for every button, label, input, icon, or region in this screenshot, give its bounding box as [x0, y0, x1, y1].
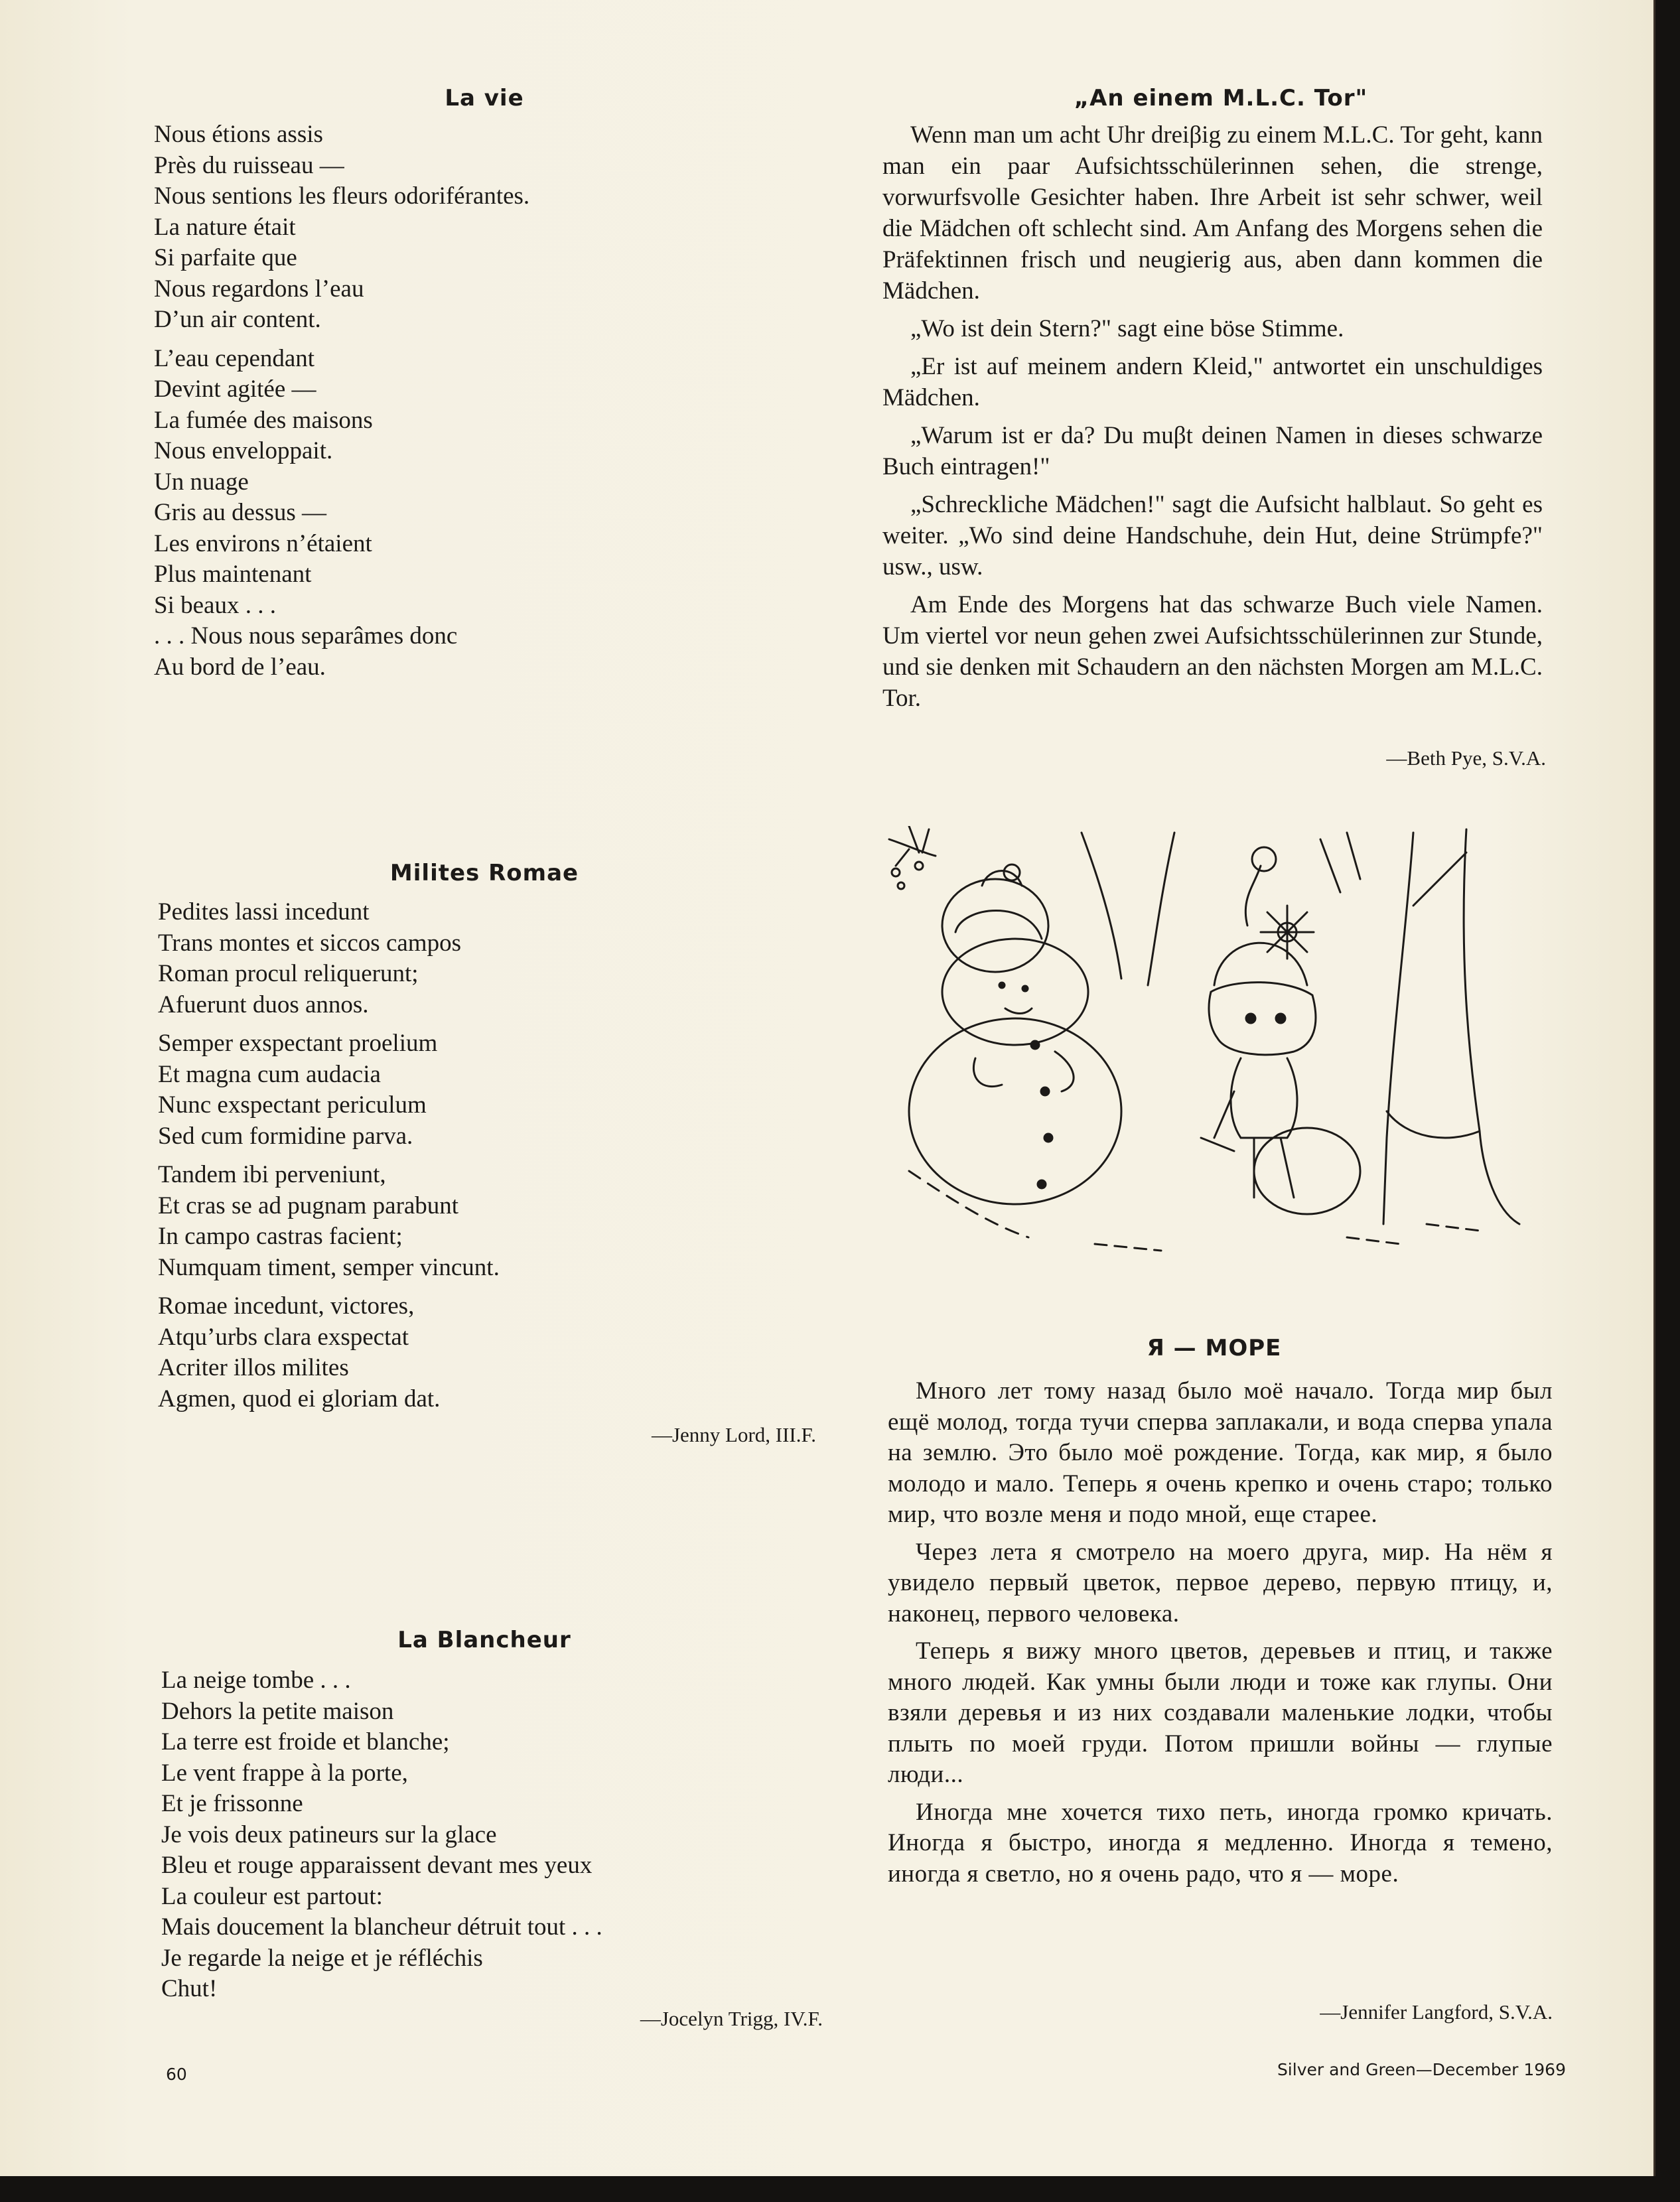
- milites-poem: [158, 897, 689, 1422]
- page-number: 60: [166, 2065, 187, 2084]
- poem-line: Nunc exspectant periculum: [158, 1091, 427, 1119]
- poem-line: Gris au dessus —: [154, 499, 327, 526]
- milites-stanza-3: [158, 1160, 689, 1283]
- poem-line: Un nuage: [154, 468, 249, 496]
- poem-line: Nous étions assis: [154, 121, 323, 148]
- scan-edge-bottom: [0, 2176, 1680, 2202]
- poem-line: Plus maintenant: [154, 561, 312, 588]
- poem-line: D’un air content.: [154, 306, 321, 333]
- publication-footer: Silver and Green—December 1969: [1277, 2060, 1566, 2079]
- poem-line: Nous regardons l’eau: [154, 275, 364, 303]
- poem-line: Romae incedunt, victores,: [158, 1292, 415, 1320]
- poem-line: Les environs n’étaient: [154, 529, 372, 557]
- poem-line: La couleur est partout:: [161, 1882, 383, 1910]
- la-vie-stanza-2: [154, 344, 671, 683]
- milites-credit: —Jenny Lord, III.F.: [651, 1423, 816, 1446]
- poem-line: . . . Nous nous separâmes donc: [154, 622, 458, 650]
- more-title: Я — МОРЕ: [1147, 1335, 1282, 1361]
- poem-line: Trans montes et siccos campos: [158, 929, 461, 957]
- la-vie-poem: [154, 119, 671, 691]
- poem-line: Nous enveloppait.: [154, 437, 333, 464]
- poem-line: Si parfaite que: [154, 244, 297, 271]
- poem-line: Nous sentions les fleurs odoriférantes.: [154, 182, 530, 210]
- poem-line: L’eau cependant: [154, 344, 315, 372]
- article-paragraph: Wenn man um acht Uhr dreiβig zu einem M.L.C. Tor geht, kann man ein paar Aufsichtsschülerinnen sehen, die strenge, vorwurfsvolle Gesichter haben. Ihre Arbeit ist sehr schwer, weil die Mädchen oft schlecht sind. Am Anfang des Morgens sehen die Präfektinnen frisch und neugierig aus, aben dann kommen die Mädchen.: [882, 121, 1543, 305]
- article-paragraph: Через лета я смотрело на моего друга, мир. На нём я увидело первый цветок, первое дерево, первую птицу, и, наконец, первого человека.: [888, 1538, 1553, 1627]
- more-article: [888, 1376, 1553, 1896]
- poem-line: Je regarde la neige et je réfléchis: [161, 1944, 483, 1972]
- la-vie-title: La vie: [445, 85, 524, 111]
- poem-line: Dehors la petite maison: [161, 1697, 394, 1725]
- mlc-tor-title: „An einem M.L.C. Tor": [1074, 85, 1368, 111]
- poem-line: Et je frissonne: [161, 1790, 303, 1817]
- mlc-tor-credit: —Beth Pye, S.V.A.: [1386, 746, 1546, 770]
- poem-line: Chut!: [161, 1975, 218, 2002]
- poem-line: In campo castras facient;: [158, 1223, 403, 1250]
- milites-stanza-4: [158, 1291, 689, 1414]
- poem-line: La neige tombe . . .: [161, 1667, 351, 1694]
- poem-line: Semper exspectant proelium: [158, 1030, 438, 1057]
- poem-line: La fumée des maisons: [154, 406, 373, 434]
- poem-line: Roman procul reliquerunt;: [158, 960, 419, 987]
- poem-line: Si beaux . . .: [154, 591, 276, 619]
- poem-line: Atqu’urbs clara exspectat: [158, 1323, 409, 1351]
- poem-line: Mais doucement la blancheur détruit tout . . .: [161, 1913, 602, 1941]
- article-paragraph: „Wo ist dein Stern?" sagt eine böse Stimme.: [910, 315, 1344, 342]
- scan-edge-right: [1655, 0, 1680, 2202]
- blancheur-title: La Blancheur: [397, 1627, 571, 1653]
- mlc-tor-article: [882, 119, 1543, 721]
- poem-line: Je vois deux patineurs sur la glace: [161, 1821, 497, 1848]
- poem-line: Acriter illos milites: [158, 1354, 349, 1381]
- article-paragraph: Am Ende des Morgens hat das schwarze Buch viele Namen. Um viertel vor neun gehen zwei Aufsichtsschülerinnen zur Stunde, und sie denken mit Schaudern an den nächsten Morgen am M.L.C. Tor.: [882, 591, 1543, 712]
- poem-line: Et magna cum audacia: [158, 1060, 381, 1088]
- poem-line: Et cras se ad pugnam parabunt: [158, 1192, 459, 1219]
- milites-stanza-1: [158, 897, 689, 1020]
- poem-line: Agmen, quod ei gloriam dat.: [158, 1385, 441, 1412]
- poem-line: Près du ruisseau —: [154, 151, 344, 179]
- poem-line: Afuerunt duos annos.: [158, 991, 369, 1018]
- poem-line: Au bord de l’eau.: [154, 653, 326, 681]
- article-paragraph: „Er ist auf meinem andern Kleid," antwortet ein unschuldiges Mädchen.: [882, 353, 1543, 411]
- poem-line: Tandem ibi perveniunt,: [158, 1161, 386, 1188]
- article-paragraph: Иногда мне хочется тихо петь, иногда громко кричать. Иногда я быстро, иногда я медленно. Иногда я темено, иногда я светло, но я очень радо, что я — море.: [888, 1798, 1553, 1888]
- snowman-child-illustration: [882, 826, 1559, 1264]
- la-vie-stanza-1: [154, 119, 671, 336]
- article-paragraph: „Warum ist er da? Du muβt deinen Namen in dieses schwarze Buch eintragen!": [882, 422, 1543, 480]
- poem-line: Le vent frappe à la porte,: [161, 1759, 408, 1787]
- article-paragraph: Много лет тому назад было моё начало. Тогда мир был ещё молод, тогда тучи сперва заплакали, и вода сперва упала на землю. Это было моё рождение. Тогда, как мир, я было молодо и мало. Теперь я очень крепко и очень старо; только мир, что возле меня и подо мной, еще старее.: [888, 1377, 1553, 1528]
- poem-line: Pedites lassi incedunt: [158, 898, 370, 926]
- more-credit: —Jennifer Langford, S.V.A.: [1320, 2000, 1553, 2024]
- article-paragraph: „Schreckliche Mädchen!" sagt die Aufsicht halblaut. So geht es weiter. „Wo sind deine Handschuhe, dein Hut, deine Strümpfe?" usw., usw.: [882, 491, 1543, 581]
- article-paragraph: Теперь я вижу много цветов, деревьев и птиц, и также много людей. Как умны были люди и тоже как глупы. Они взяли деревья и из них создавали маленькие лодки, чтобы плыть по моей груди. Потом пришли войны — глупые люди...: [888, 1637, 1553, 1788]
- poem-line: Bleu et rouge apparaissent devant mes yeux: [161, 1852, 593, 1879]
- blancheur-poem: [161, 1665, 758, 2005]
- blancheur-credit: —Jocelyn Trigg, IV.F.: [640, 2007, 823, 2030]
- poem-line: La terre est froide et blanche;: [161, 1728, 450, 1755]
- milites-title: Milites Romae: [389, 860, 579, 886]
- poem-line: La nature était: [154, 213, 296, 241]
- poem-line: Sed cum formidine parva.: [158, 1122, 413, 1150]
- milites-stanza-2: [158, 1028, 689, 1152]
- poem-line: Numquam timent, semper vincunt.: [158, 1253, 500, 1281]
- poem-line: Devint agitée —: [154, 376, 316, 403]
